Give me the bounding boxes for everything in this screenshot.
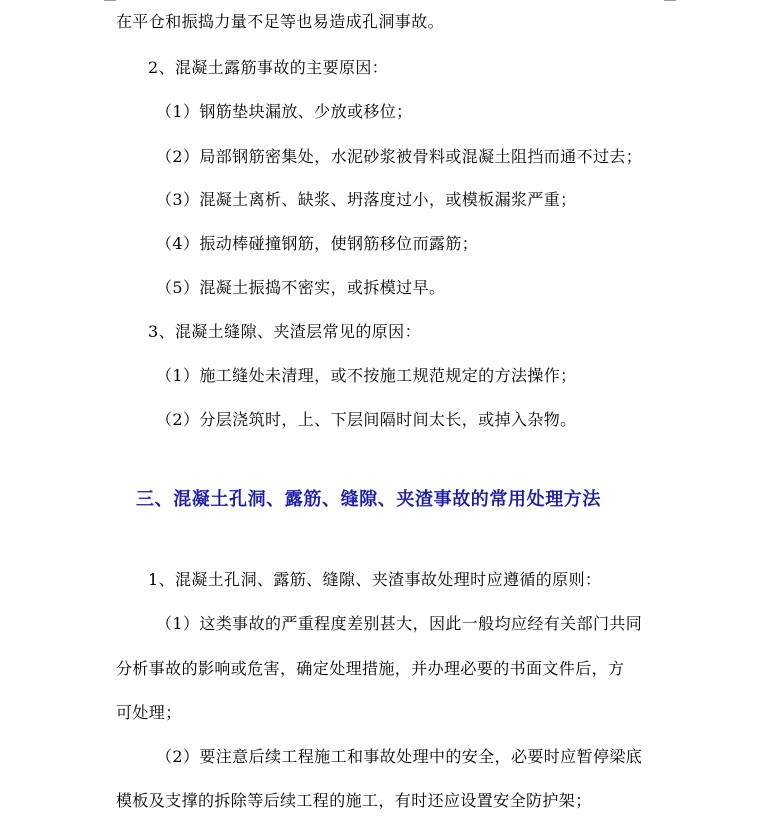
list-item: （1）钢筋垫块漏放、少放或移位；: [156, 102, 413, 121]
paragraph-line: （2）要注意后续工程施工和事故处理中的安全，必要时应暂停梁底: [156, 747, 643, 766]
section-heading: 三、混凝土孔洞、露筋、缝隙、夹渣事故的常用处理方法: [136, 489, 601, 510]
paragraph-line: （1）这类事故的严重程度差别甚大，因此一般均应经有关部门共同: [156, 614, 643, 633]
paragraph-line: 模板及支撑的拆除等后续工程的施工，有时还应设置安全防护架；: [116, 791, 592, 810]
list-item: （1）施工缝处未清理，或不按施工规范规定的方法操作；: [156, 366, 577, 385]
list-item: （4）振动棒碰撞钢筋，使钢筋移位而露筋；: [156, 234, 479, 253]
subsection-title: 3、混凝土缝隙、夹渣层常见的原因：: [148, 322, 421, 341]
subsection-title: 2、混凝土露筋事故的主要原因：: [148, 58, 389, 77]
list-item: （2）分层浇筑时，上、下层间隔时间太长，或掉入杂物。: [156, 410, 577, 429]
crop-mark-left: [104, 0, 116, 1]
list-item: （3）混凝土离析、缺浆、坍落度过小，或模板漏浆严重；: [156, 190, 577, 209]
paragraph-line: 分析事故的影响或危害，确定处理措施，并办理必要的书面文件后，方: [116, 659, 625, 678]
list-item: （2）局部钢筋密集处，水泥砂浆被骨料或混凝土阻挡而通不过去；: [156, 147, 643, 166]
crop-mark-right: [664, 0, 676, 1]
list-item: （5）混凝土振捣不密实，或拆模过早。: [156, 278, 446, 297]
paragraph-line: 在平仓和振捣力量不足等也易造成孔洞事故。: [116, 12, 445, 31]
subsection-title: 1、混凝土孔洞、露筋、缝隙、夹渣事故处理时应遵循的原则：: [148, 570, 602, 589]
paragraph-line: 可处理；: [116, 703, 182, 722]
